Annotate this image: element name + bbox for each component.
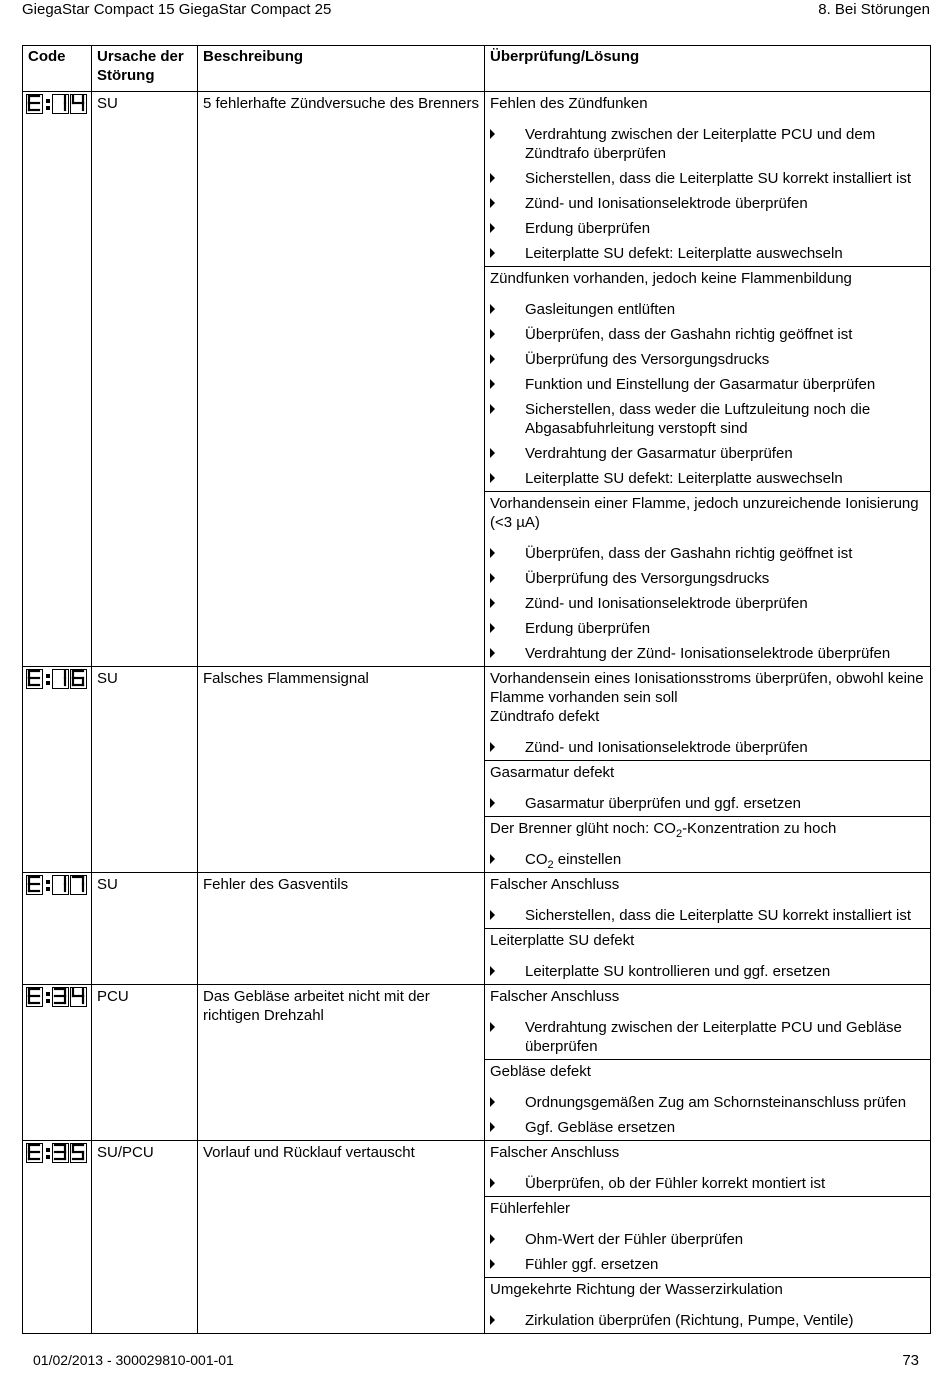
arrow-right-icon [490, 742, 495, 752]
solution-item-text: Verdrahtung zwischen der Leiterplatte PCU und dem Zündtrafo überprüfen [525, 126, 876, 162]
solution-item-text: Zünd- und Ionisationselektrode überprüfen [525, 195, 808, 212]
arrow-right-icon [490, 379, 495, 389]
solution-item-text: Überprüfen, dass der Gashahn richtig geöffnet ist [525, 326, 853, 343]
arrow-right-icon [490, 1259, 495, 1269]
fault-code-table [22, 45, 931, 1334]
solution-group [485, 1059, 930, 1140]
solution-item [485, 594, 930, 613]
arrow-right-icon [490, 1022, 495, 1032]
problem-text: Gasarmatur defekt [490, 764, 615, 781]
problem-text-part: Der Brenner glüht noch: CO [490, 820, 676, 837]
solution-item-text: Erdung überprüfen [525, 620, 651, 637]
solution-item-text: Funktion und Einstellung der Gasarmatur überprüfen [525, 376, 876, 393]
fault-code-text [26, 1164, 27, 1165]
arrow-right-icon [490, 798, 495, 808]
table-row [23, 873, 931, 985]
solution-item-text: Ohm-Wert der Fühler überprüfen [525, 1231, 744, 1248]
solution-cell [485, 985, 931, 1141]
solution-list [485, 544, 930, 663]
solution-item [485, 738, 930, 757]
cause-cell: SU/PCU [92, 1141, 198, 1334]
solution-group [485, 1277, 930, 1333]
arrow-right-icon [490, 1315, 495, 1325]
problem-text: Fehlen des Zündfunken [490, 95, 648, 112]
solution-item-text: Verdrahtung zwischen der Leiterplatte PCU und Gebläse überprüfen [525, 1019, 902, 1055]
cause-cell: PCU [92, 985, 198, 1141]
column-header-code: Code [23, 46, 92, 92]
arrow-right-icon [490, 623, 495, 633]
fault-code-display [26, 1142, 91, 1164]
fault-code-text [26, 690, 27, 691]
solution-item [485, 1311, 930, 1330]
solution-item [485, 350, 930, 369]
solution-item-text: Erdung überprüfen [525, 220, 651, 237]
solution-list [485, 738, 930, 757]
solution-item-text: Überprüfen, dass der Gashahn richtig geöffnet ist [525, 545, 853, 562]
fault-code-display [26, 668, 91, 690]
solution-cell [485, 92, 931, 667]
lcd-colon [44, 875, 52, 895]
lcd-digit [52, 875, 69, 895]
problem-subscript: 2 [675, 828, 683, 840]
footer-page-number: 73 [902, 1352, 919, 1369]
solution-item [485, 194, 930, 213]
arrow-right-icon [490, 648, 495, 658]
problem-text: Falscher Anschluss [490, 876, 620, 893]
table-row [23, 92, 931, 667]
lcd-digit [52, 669, 69, 689]
solution-item-text: Leiterplatte SU kontrollieren und ggf. ersetzen [525, 963, 831, 980]
solution-item [485, 1230, 930, 1249]
solution-item-text: Ggf. Gebläse ersetzen [525, 1119, 676, 1136]
table-row [23, 1141, 931, 1334]
arrow-right-icon [490, 854, 495, 864]
arrow-right-icon [490, 354, 495, 364]
arrow-right-icon [490, 329, 495, 339]
table-row [23, 667, 931, 873]
solution-item [485, 219, 930, 238]
lcd-digit [52, 94, 69, 114]
fault-code-text [26, 1008, 27, 1009]
fault-code-display [26, 986, 91, 1008]
solution-item-text: Sicherstellen, dass die Leiterplatte SU korrekt installiert ist [525, 170, 912, 187]
page-header [22, 0, 930, 20]
description-cell: Falsches Flammensignal [198, 667, 485, 873]
solution-item [485, 400, 930, 438]
arrow-right-icon [490, 404, 495, 414]
solution-list [485, 1230, 930, 1274]
problem-text-part: -Konzentration zu hoch [682, 820, 837, 837]
lcd-digit [52, 987, 69, 1007]
arrow-right-icon [490, 473, 495, 483]
solution-item-text: einstellen [553, 851, 622, 868]
solution-item [485, 1093, 930, 1112]
arrow-right-icon [490, 1234, 495, 1244]
column-header-description: Beschreibung [198, 46, 485, 92]
lcd-digit [70, 669, 87, 689]
solution-item [485, 850, 930, 869]
solution-item-text: Zünd- und Ionisationselektrode überprüfen [525, 739, 808, 756]
arrow-right-icon [490, 223, 495, 233]
description-cell: Vorlauf und Rücklauf vertauscht [198, 1141, 485, 1334]
solution-group [485, 760, 930, 816]
solution-item-text: Überprüfung des Versorgungsdrucks [525, 351, 770, 368]
solution-group [485, 667, 930, 760]
fault-code-text [26, 896, 27, 897]
code-cell [23, 873, 92, 985]
arrow-right-icon [490, 966, 495, 976]
lcd-digit [70, 94, 87, 114]
arrow-right-icon [490, 129, 495, 139]
code-cell [23, 667, 92, 873]
cause-cell: SU [92, 873, 198, 985]
arrow-right-icon [490, 173, 495, 183]
column-header-cause: Ursache der Störung [92, 46, 198, 92]
problem-text [485, 819, 930, 838]
lcd-digit [26, 669, 43, 689]
solution-item [485, 619, 930, 638]
solution-item [485, 962, 930, 981]
solution-item [485, 325, 930, 344]
lcd-digit [52, 1143, 69, 1163]
solution-group [485, 1196, 930, 1277]
arrow-right-icon [490, 573, 495, 583]
arrow-right-icon [490, 598, 495, 608]
solution-item [485, 569, 930, 588]
arrow-right-icon [490, 304, 495, 314]
solution-item-text: Ordnungsgemäßen Zug am Schornsteinanschluss prüfen [525, 1094, 907, 1111]
solution-cell [485, 667, 931, 873]
solution-group [485, 816, 930, 872]
arrow-right-icon [490, 548, 495, 558]
description-cell: Fehler des Gasventils [198, 873, 485, 985]
solution-item [485, 794, 930, 813]
solution-group [485, 266, 930, 491]
solution-list [485, 794, 930, 813]
description-cell: 5 fehlerhafte Zündversuche des Brenners [198, 92, 485, 667]
solution-cell [485, 873, 931, 985]
cause-cell: SU [92, 92, 198, 667]
arrow-right-icon [490, 910, 495, 920]
solution-item [485, 644, 930, 663]
solution-item [485, 300, 930, 319]
problem-text: Umgekehrte Richtung der Wasserzirkulation [490, 1281, 783, 1298]
lcd-digit [70, 875, 87, 895]
solution-list [485, 1093, 930, 1137]
fault-code-display [26, 874, 91, 896]
solution-item-text: CO [525, 851, 548, 868]
problem-text: Vorhandensein einer Flamme, jedoch unzureichende Ionisierung (<3 µA) [490, 495, 919, 531]
footer-document-reference: 01/02/2013 - 300029810-001-01 [33, 1352, 234, 1368]
solution-cell [485, 1141, 931, 1334]
arrow-right-icon [490, 1178, 495, 1188]
lcd-colon [44, 94, 52, 114]
code-cell [23, 92, 92, 667]
solution-item [485, 906, 930, 925]
table-header-row [23, 46, 931, 92]
lcd-digit [26, 1143, 43, 1163]
problem-text: Zündfunken vorhanden, jedoch keine Flammenbildung [490, 270, 852, 287]
lcd-digit [26, 987, 43, 1007]
problem-text: Fühlerfehler [490, 1200, 571, 1217]
solution-item [485, 169, 930, 188]
solution-item-text: Verdrahtung der Gasarmatur überprüfen [525, 445, 793, 462]
solution-item-text: Überprüfen, ob der Fühler korrekt montiert ist [525, 1175, 826, 1192]
solution-item [485, 1118, 930, 1137]
solution-item [485, 444, 930, 463]
solution-group [485, 928, 930, 984]
solution-item-text: Sicherstellen, dass die Leiterplatte SU korrekt installiert ist [525, 907, 912, 924]
arrow-right-icon [490, 248, 495, 258]
solution-group [485, 873, 930, 928]
arrow-right-icon [490, 198, 495, 208]
table-row [23, 985, 931, 1141]
problem-text: Zündtrafo defekt [490, 708, 600, 725]
solution-list [485, 1018, 930, 1056]
solution-item [485, 375, 930, 394]
header-chapter-title: 8. Bei Störungen [818, 1, 930, 18]
solution-item-text: Leiterplatte SU defekt: Leiterplatte auswechseln [525, 470, 843, 487]
solution-item [485, 244, 930, 263]
column-header-solution: Überprüfung/Lösung [485, 46, 931, 92]
solution-item-text: Sicherstellen, dass weder die Luftzuleitung noch die Abgasabfuhrleitung verstopft sind [525, 401, 871, 437]
lcd-colon [44, 1143, 52, 1163]
solution-item-text: Gasleitungen entlüften [525, 301, 676, 318]
lcd-colon [44, 987, 52, 1007]
solution-item [485, 469, 930, 488]
solution-item-text: Zirkulation überprüfen (Richtung, Pumpe, Ventile) [525, 1312, 854, 1329]
solution-item-text: Fühler ggf. ersetzen [525, 1256, 659, 1273]
solution-item [485, 125, 930, 163]
lcd-digit [26, 875, 43, 895]
solution-item-text: Leiterplatte SU defekt: Leiterplatte auswechseln [525, 245, 843, 262]
lcd-colon [44, 669, 52, 689]
arrow-right-icon [490, 1122, 495, 1132]
solution-group [485, 985, 930, 1059]
fault-code-text [26, 115, 27, 116]
solution-item [485, 1018, 930, 1056]
solution-list [485, 906, 930, 925]
problem-text: Falscher Anschluss [490, 1144, 620, 1161]
cause-cell: SU [92, 667, 198, 873]
arrow-right-icon [490, 448, 495, 458]
lcd-digit [70, 1143, 87, 1163]
solution-item-text: Überprüfung des Versorgungsdrucks [525, 570, 770, 587]
solution-group [485, 1141, 930, 1196]
problem-text: Vorhandensein eines Ionisationsstroms überprüfen, obwohl keine Flamme vorhanden sein soll [490, 670, 924, 706]
solution-group [485, 92, 930, 266]
description-cell: Das Gebläse arbeitet nicht mit der richtigen Drehzahl [198, 985, 485, 1141]
arrow-right-icon [490, 1097, 495, 1107]
problem-text: Falscher Anschluss [490, 988, 620, 1005]
solution-list [485, 1174, 930, 1193]
code-cell [23, 985, 92, 1141]
problem-text: Leiterplatte SU defekt [490, 932, 635, 949]
problem-text: Gebläse defekt [490, 1063, 591, 1080]
solution-list [485, 125, 930, 263]
solution-item-text: Verdrahtung der Zünd- Ionisationselektrode überprüfen [525, 645, 891, 662]
solution-list [485, 850, 930, 869]
lcd-digit [26, 94, 43, 114]
solution-list [485, 962, 930, 981]
header-product-title: GiegaStar Compact 15 GiegaStar Compact 25 [22, 1, 332, 18]
solution-list [485, 300, 930, 488]
code-cell [23, 1141, 92, 1334]
lcd-digit [70, 987, 87, 1007]
solution-group [485, 491, 930, 666]
solution-item [485, 1174, 930, 1193]
solution-item-text: Zünd- und Ionisationselektrode überprüfen [525, 595, 808, 612]
solution-subscript: 2 [547, 859, 554, 871]
solution-item [485, 1255, 930, 1274]
solution-list [485, 1311, 930, 1330]
fault-code-display [26, 93, 91, 115]
solution-item-text: Gasarmatur überprüfen und ggf. ersetzen [525, 795, 801, 812]
solution-item [485, 544, 930, 563]
